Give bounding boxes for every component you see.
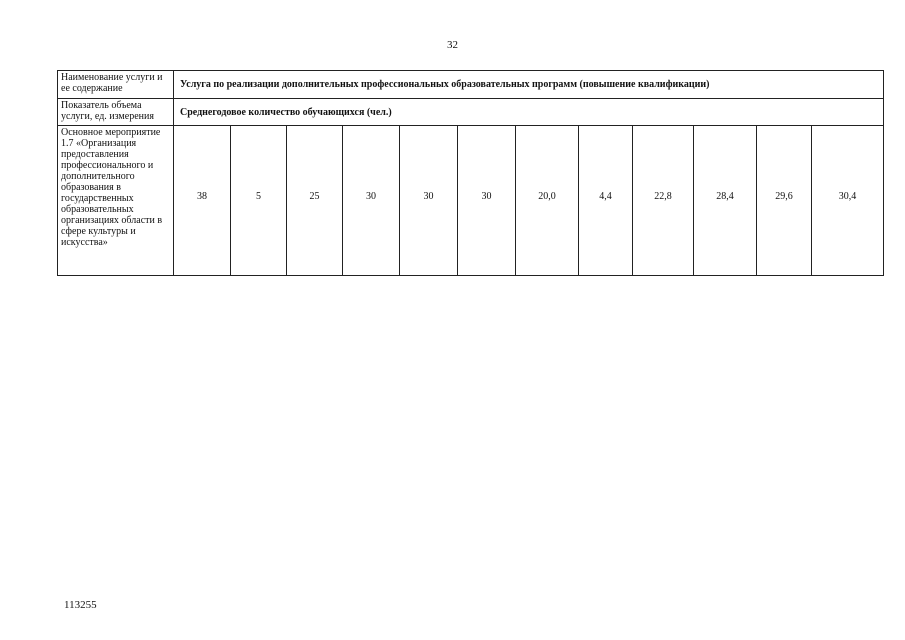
activity-value-8: 4,4 <box>579 126 633 276</box>
activity-label: Основное мероприятие 1.7 «Организация предоставления профессионального и дополнительного образования в государственных образовательных организациях области в сфере культуры и искусства» <box>58 126 174 276</box>
service-name-label: Наименование услуги и ее содержание <box>58 71 174 99</box>
volume-indicator-label: Показатель объема услуги, ед. измерения <box>58 99 174 126</box>
activity-row <box>58 126 884 276</box>
service-name-value: Услуга по реализации дополнительных профессиональных образовательных программ (повышение квалификации) <box>174 71 884 99</box>
activity-value-2: 5 <box>231 126 287 276</box>
activity-value-1: 38 <box>174 126 231 276</box>
service-name-row <box>58 71 884 99</box>
page-number: 32 <box>447 39 458 51</box>
activity-value-12: 30,4 <box>812 126 884 276</box>
volume-indicator-value: Среднегодовое количество обучающихся (чел.) <box>174 99 884 126</box>
activity-value-4: 30 <box>343 126 400 276</box>
activity-value-11: 29,6 <box>757 126 812 276</box>
activity-value-3: 25 <box>287 126 343 276</box>
activity-value-7: 20,0 <box>516 126 579 276</box>
activity-value-5: 30 <box>400 126 458 276</box>
activity-value-6: 30 <box>458 126 516 276</box>
service-table <box>57 70 884 276</box>
footer-document-code: 113255 <box>64 599 97 611</box>
volume-indicator-row <box>58 99 884 126</box>
activity-value-10: 28,4 <box>694 126 757 276</box>
activity-value-9: 22,8 <box>633 126 694 276</box>
